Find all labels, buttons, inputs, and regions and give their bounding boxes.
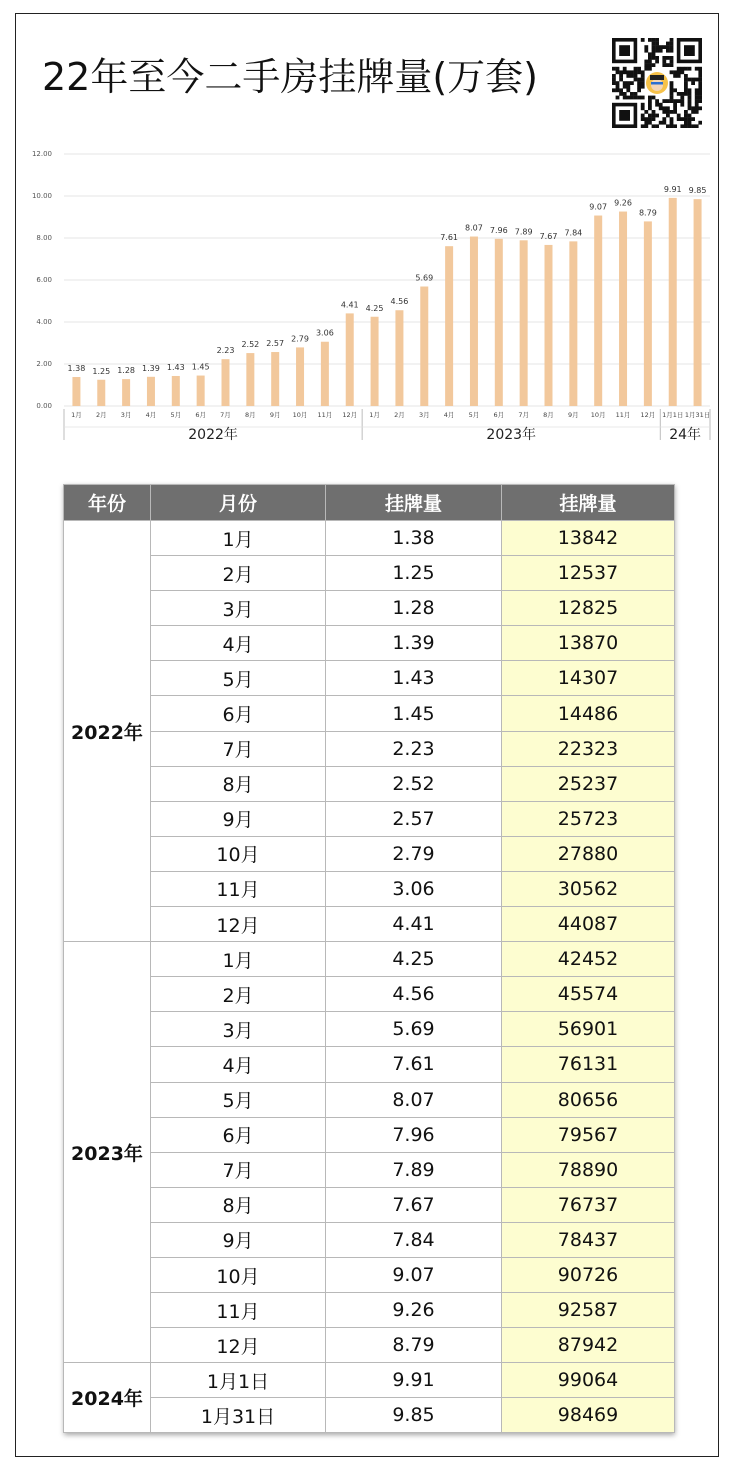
x-tick-label: 8月: [543, 411, 554, 419]
bar: [395, 310, 403, 406]
listing-count-cell: 30562: [502, 871, 675, 906]
month-cell: 11月: [151, 871, 326, 906]
x-tick-label: 1月31日: [684, 411, 711, 419]
listing-count-cell: 42452: [502, 942, 675, 977]
month-cell: 8月: [151, 766, 326, 801]
table-row: [64, 871, 675, 906]
year-cell: 2022年: [64, 521, 151, 942]
table-header-row: [64, 485, 675, 521]
table-row: [64, 731, 675, 766]
year-cell: 2024年: [64, 1363, 151, 1433]
listing-wan-cell: 1.28: [326, 591, 502, 626]
month-cell: 9月: [151, 801, 326, 836]
table-row: [64, 1012, 675, 1047]
bar: [619, 212, 627, 406]
listing-wan-cell: 7.84: [326, 1222, 502, 1257]
bar: [122, 379, 130, 406]
x-tick-label: 1月: [369, 411, 380, 419]
x-tick-label: 2月: [394, 411, 405, 419]
header-month: 月份: [151, 485, 326, 521]
x-tick-label: 9月: [568, 411, 579, 419]
x-group-label: 24年: [669, 427, 702, 443]
bar: [222, 359, 230, 406]
data-label: 1.38: [67, 364, 86, 374]
listing-wan-cell: 3.06: [326, 871, 502, 906]
listing-table-wrapper: [63, 484, 674, 1433]
month-cell: 8月: [151, 1187, 326, 1222]
listing-wan-cell: 9.07: [326, 1257, 502, 1292]
listing-count-cell: 14307: [502, 661, 675, 696]
listing-count-cell: 99064: [502, 1363, 675, 1398]
x-tick-label: 4月: [145, 411, 157, 419]
table-row: [64, 1398, 675, 1433]
bar-chart: [30, 145, 720, 450]
x-tick-label: 12月: [342, 411, 358, 419]
data-label: 4.56: [390, 297, 409, 307]
month-cell: 7月: [151, 1152, 326, 1187]
listing-count-cell: 25237: [502, 766, 675, 801]
bar: [246, 353, 254, 406]
listing-count-cell: 25723: [502, 801, 675, 836]
x-group-label: 2023年: [486, 427, 537, 443]
table-row: [64, 942, 675, 977]
x-tick-label: 5月: [468, 411, 480, 419]
year-cell: 2023年: [64, 942, 151, 1363]
y-tick-label: 4.00: [36, 318, 52, 326]
x-tick-label: 5月: [170, 411, 182, 419]
x-tick-label: 2月: [95, 411, 107, 419]
table-row: [64, 1117, 675, 1152]
month-cell: 3月: [151, 1012, 326, 1047]
table-row: [64, 907, 675, 942]
x-tick-label: 1月1日: [662, 411, 684, 419]
table-row: [64, 836, 675, 871]
data-label: 1.28: [117, 366, 136, 376]
bar: [694, 199, 702, 406]
table-row: [64, 696, 675, 731]
listing-count-cell: 90726: [502, 1257, 675, 1292]
bar: [147, 377, 155, 406]
x-tick-label: 7月: [518, 411, 529, 419]
y-tick-label: 8.00: [36, 234, 52, 242]
listing-count-cell: 12537: [502, 556, 675, 591]
table-row: [64, 626, 675, 661]
table-row: [64, 1187, 675, 1222]
listing-wan-cell: 1.45: [326, 696, 502, 731]
x-tick-label: 8月: [245, 411, 256, 419]
listing-wan-cell: 4.56: [326, 977, 502, 1012]
y-tick-label: 6.00: [36, 276, 52, 284]
data-label: 2.79: [291, 334, 309, 344]
data-label: 1.25: [92, 366, 111, 376]
listing-wan-cell: 2.52: [326, 766, 502, 801]
month-cell: 5月: [151, 1082, 326, 1117]
x-tick-label: 7月: [220, 411, 231, 419]
x-tick-label: 4月: [443, 411, 455, 419]
data-label: 9.26: [614, 198, 632, 208]
x-tick-label: 10月: [590, 411, 606, 419]
listing-count-cell: 87942: [502, 1328, 675, 1363]
data-label: 8.79: [638, 208, 657, 218]
bar: [97, 380, 105, 406]
listing-wan-cell: 1.25: [326, 556, 502, 591]
bar: [371, 317, 379, 406]
y-tick-label: 0.00: [36, 402, 52, 410]
x-tick-label: 10月: [292, 411, 308, 419]
listing-wan-cell: 7.67: [326, 1187, 502, 1222]
data-label: 9.07: [589, 202, 608, 212]
listing-count-cell: 80656: [502, 1082, 675, 1117]
table-row: [64, 1047, 675, 1082]
bar: [197, 376, 205, 406]
table-row: [64, 661, 675, 696]
bar: [594, 216, 602, 406]
table-row: [64, 1328, 675, 1363]
x-tick-label: 12月: [640, 411, 656, 419]
table-row: [64, 1293, 675, 1328]
bar: [520, 240, 528, 406]
bar: [296, 347, 304, 406]
bar: [346, 313, 354, 406]
listing-count-cell: 45574: [502, 977, 675, 1012]
month-cell: 1月: [151, 942, 326, 977]
qr-code-icon: [612, 38, 702, 128]
month-cell: 1月: [151, 521, 326, 556]
listing-count-cell: 13870: [502, 626, 675, 661]
table-row: [64, 1257, 675, 1292]
bar: [271, 352, 279, 406]
listing-count-cell: 27880: [502, 836, 675, 871]
month-cell: 11月: [151, 1293, 326, 1328]
table-row: [64, 521, 675, 556]
table-row: [64, 1082, 675, 1117]
x-tick-label: 6月: [195, 411, 206, 419]
data-label: 2.57: [266, 339, 285, 349]
y-tick-label: 2.00: [36, 360, 52, 368]
data-label: 3.06: [315, 328, 334, 338]
data-label: 1.45: [191, 362, 210, 372]
listing-wan-cell: 7.89: [326, 1152, 502, 1187]
table-row: [64, 801, 675, 836]
data-label: 7.67: [539, 231, 558, 241]
data-label: 7.84: [564, 228, 583, 238]
listing-wan-cell: 1.43: [326, 661, 502, 696]
month-cell: 2月: [151, 556, 326, 591]
listing-wan-cell: 8.79: [326, 1328, 502, 1363]
month-cell: 1月31日: [151, 1398, 326, 1433]
bar: [569, 241, 577, 406]
listing-count-cell: 76131: [502, 1047, 675, 1082]
bar: [321, 342, 329, 406]
month-cell: 5月: [151, 661, 326, 696]
x-tick-label: 6月: [493, 411, 505, 419]
listing-wan-cell: 1.39: [326, 626, 502, 661]
data-label: 5.69: [415, 273, 434, 283]
table-row: [64, 1222, 675, 1257]
listing-count-cell: 22323: [502, 731, 675, 766]
table-row: [64, 766, 675, 801]
month-cell: 7月: [151, 731, 326, 766]
listing-wan-cell: 8.07: [326, 1082, 502, 1117]
listing-wan-cell: 7.61: [326, 1047, 502, 1082]
listing-count-cell: 78890: [502, 1152, 675, 1187]
header-listing-count: 挂牌量: [502, 485, 675, 521]
bar: [545, 245, 553, 406]
data-label: 9.85: [688, 186, 707, 196]
data-label: 4.25: [365, 303, 384, 313]
table-row: [64, 1152, 675, 1187]
data-label: 7.89: [514, 227, 533, 237]
y-tick-label: 10.00: [31, 192, 52, 200]
x-tick-label: 11月: [615, 411, 631, 419]
bar: [420, 287, 428, 406]
month-cell: 2月: [151, 977, 326, 1012]
data-label: 4.41: [340, 300, 359, 310]
month-cell: 6月: [151, 696, 326, 731]
month-cell: 10月: [151, 1257, 326, 1292]
data-label: 8.07: [465, 223, 483, 233]
bar: [445, 246, 453, 406]
month-cell: 12月: [151, 1328, 326, 1363]
listing-count-cell: 12825: [502, 591, 675, 626]
listing-wan-cell: 2.57: [326, 801, 502, 836]
listing-wan-cell: 1.38: [326, 521, 502, 556]
bar: [644, 221, 652, 406]
table-row: [64, 977, 675, 1012]
listing-wan-cell: 9.85: [326, 1398, 502, 1433]
listing-count-cell: 14486: [502, 696, 675, 731]
month-cell: 4月: [151, 1047, 326, 1082]
bar: [470, 237, 478, 406]
month-cell: 1月1日: [151, 1363, 326, 1398]
x-tick-label: 3月: [120, 411, 132, 419]
month-cell: 6月: [151, 1117, 326, 1152]
listing-wan-cell: 9.26: [326, 1293, 502, 1328]
data-label: 2.23: [216, 346, 235, 356]
listing-wan-cell: 7.96: [326, 1117, 502, 1152]
listing-wan-cell: 4.41: [326, 907, 502, 942]
listing-count-cell: 76737: [502, 1187, 675, 1222]
listing-wan-cell: 5.69: [326, 1012, 502, 1047]
data-label: 1.43: [166, 362, 185, 372]
table-row: [64, 556, 675, 591]
x-tick-label: 3月: [418, 411, 430, 419]
listing-wan-cell: 4.25: [326, 942, 502, 977]
x-tick-label: 11月: [317, 411, 333, 419]
data-label: 7.61: [440, 233, 459, 243]
month-cell: 12月: [151, 907, 326, 942]
bar: [172, 376, 180, 406]
bar: [72, 377, 80, 406]
bar: [495, 239, 503, 406]
table-row: [64, 591, 675, 626]
listing-count-cell: 13842: [502, 521, 675, 556]
listing-count-cell: 44087: [502, 907, 675, 942]
listing-wan-cell: 2.23: [326, 731, 502, 766]
header-listing-wan: 挂牌量: [326, 485, 502, 521]
y-tick-label: 12.00: [31, 150, 52, 158]
data-label: 9.91: [663, 184, 682, 194]
page-title: 22年至今二手房挂牌量(万套): [42, 55, 539, 99]
listing-count-cell: 78437: [502, 1222, 675, 1257]
header-year: 年份: [64, 485, 151, 521]
month-cell: 4月: [151, 626, 326, 661]
listing-count-cell: 98469: [502, 1398, 675, 1433]
listing-count-cell: 79567: [502, 1117, 675, 1152]
x-group-label: 2022年: [188, 427, 238, 443]
x-tick-label: 1月: [71, 411, 82, 419]
listing-wan-cell: 9.91: [326, 1363, 502, 1398]
bar: [669, 198, 677, 406]
listing-table: [63, 484, 675, 1433]
month-cell: 10月: [151, 836, 326, 871]
month-cell: 3月: [151, 591, 326, 626]
x-tick-label: 9月: [269, 411, 281, 419]
listing-count-cell: 92587: [502, 1293, 675, 1328]
listing-wan-cell: 2.79: [326, 836, 502, 871]
table-row: [64, 1363, 675, 1398]
listing-count-cell: 56901: [502, 1012, 675, 1047]
data-label: 2.52: [241, 340, 260, 350]
data-label: 1.39: [142, 363, 160, 373]
data-label: 7.96: [489, 225, 508, 235]
month-cell: 9月: [151, 1222, 326, 1257]
